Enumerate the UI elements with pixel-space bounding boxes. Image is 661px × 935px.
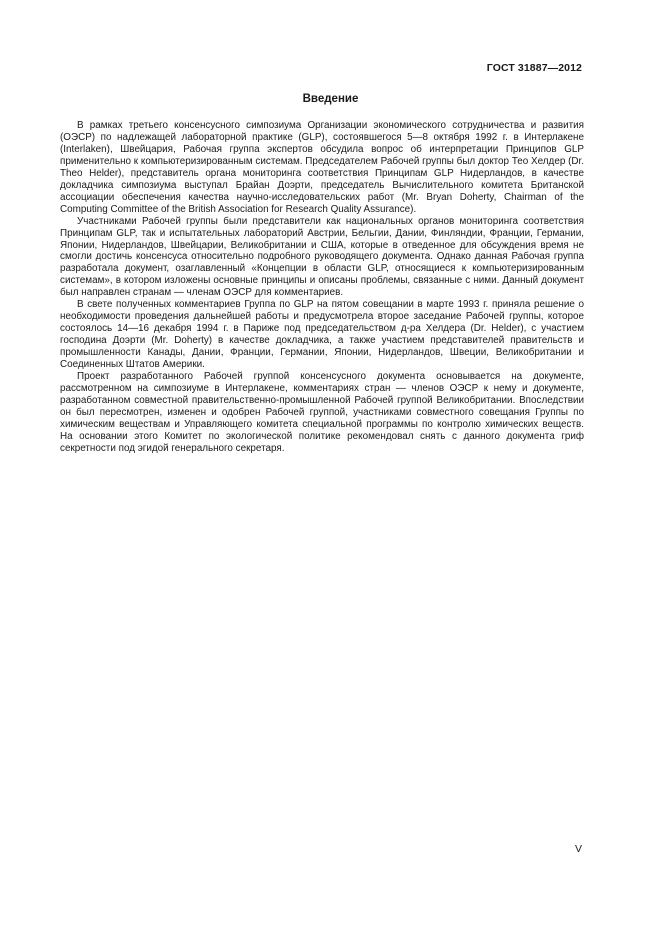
- page-number: V: [574, 843, 582, 855]
- document-code: ГОСТ 31887—2012: [486, 62, 582, 74]
- paragraph: Проект разработанного Рабочей группой консенсусного документа основывается на документе, рассмотренном на симпозиуме в Интерлакене, комментариях стран — членов ОЭСР к нему и документе, разработанном совместной правительственно-промышленной Рабочей группой Великобритании. Впоследствии он был пересмотрен, изменен и одобрен Рабочей группой, участниками совместного совещания Группы по химическим веществам и Управляющего комитета специальной программы по контролю химических веществ. На основании этого Комитет по экологической политике рекомендовал снять с данного документа гриф секретности под эгидой генерального секретаря.: [60, 371, 584, 454]
- paragraph: В рамках третьего консенсусного симпозиума Организации экономического сотрудничества и развития (ОЭСР) по надлежащей лабораторной практике (GLP), состоявшегося 5—8 октября 1992 г. в Интерлакене (Interlaken), Швейцария, Рабочая группа экспертов обсудила вопрос об интерпретации Принципов GLP применительно к компьютеризированным системам. Председателем Рабочей группы был доктор Тео Хелдер (Dr. Theo Helder), представитель органа мониторинга соответствия Принципам GLP Нидерландов, в качестве докладчика симпозиума выступал Брайан Доэрти, председатель Вычислительного комитета Британской ассоциации обеспечения качества научно-исследовательских работ (Mr. Bryan Doherty, Chairman of the Computing Committee of the British Association for Research Quality Assurance).: [60, 120, 584, 215]
- section-title: Введение: [302, 93, 359, 105]
- paragraph: В свете полученных комментариев Группа по GLP на пятом совещании в марте 1993 г. приняла решение о необходимости проведения дальнейшей работы и предусмотрела второе заседание Рабочей группы, которое состоялось 14—16 декабря 1994 г. в Париже под председательством д-ра Хелдера (Dr. Helder), с участием господина Доэрти (Mr. Doherty) в качестве докладчика, а также участием представителей правительств и промышленности Канады, Дании, Франции, Германии, Японии, Нидерландов, Швеции, Великобритании и Соединенных Штатов Америки.: [60, 299, 584, 371]
- body-text: [60, 120, 584, 455]
- paragraph: Участниками Рабочей группы были представители как национальных органов мониторинга соответствия Принципам GLP, так и испытательных лабораторий Австрии, Бельгии, Дании, Финляндии, Франции, Германии, Японии, Нидерландов, Швейцарии, Великобритании и США, которые в отведенное для обсуждения время не смогли достичь консенсуса относительно подробного руководящего документа. Однако данная Рабочая группа разработала документ, озаглавленный «Концепции в области GLP, относящиеся к компьютеризированным системам», в котором изложены основные принципы и описаны проблемы, связанные с ними. Данный документ был направлен странам — членам ОЭСР для комментариев.: [60, 215, 584, 299]
